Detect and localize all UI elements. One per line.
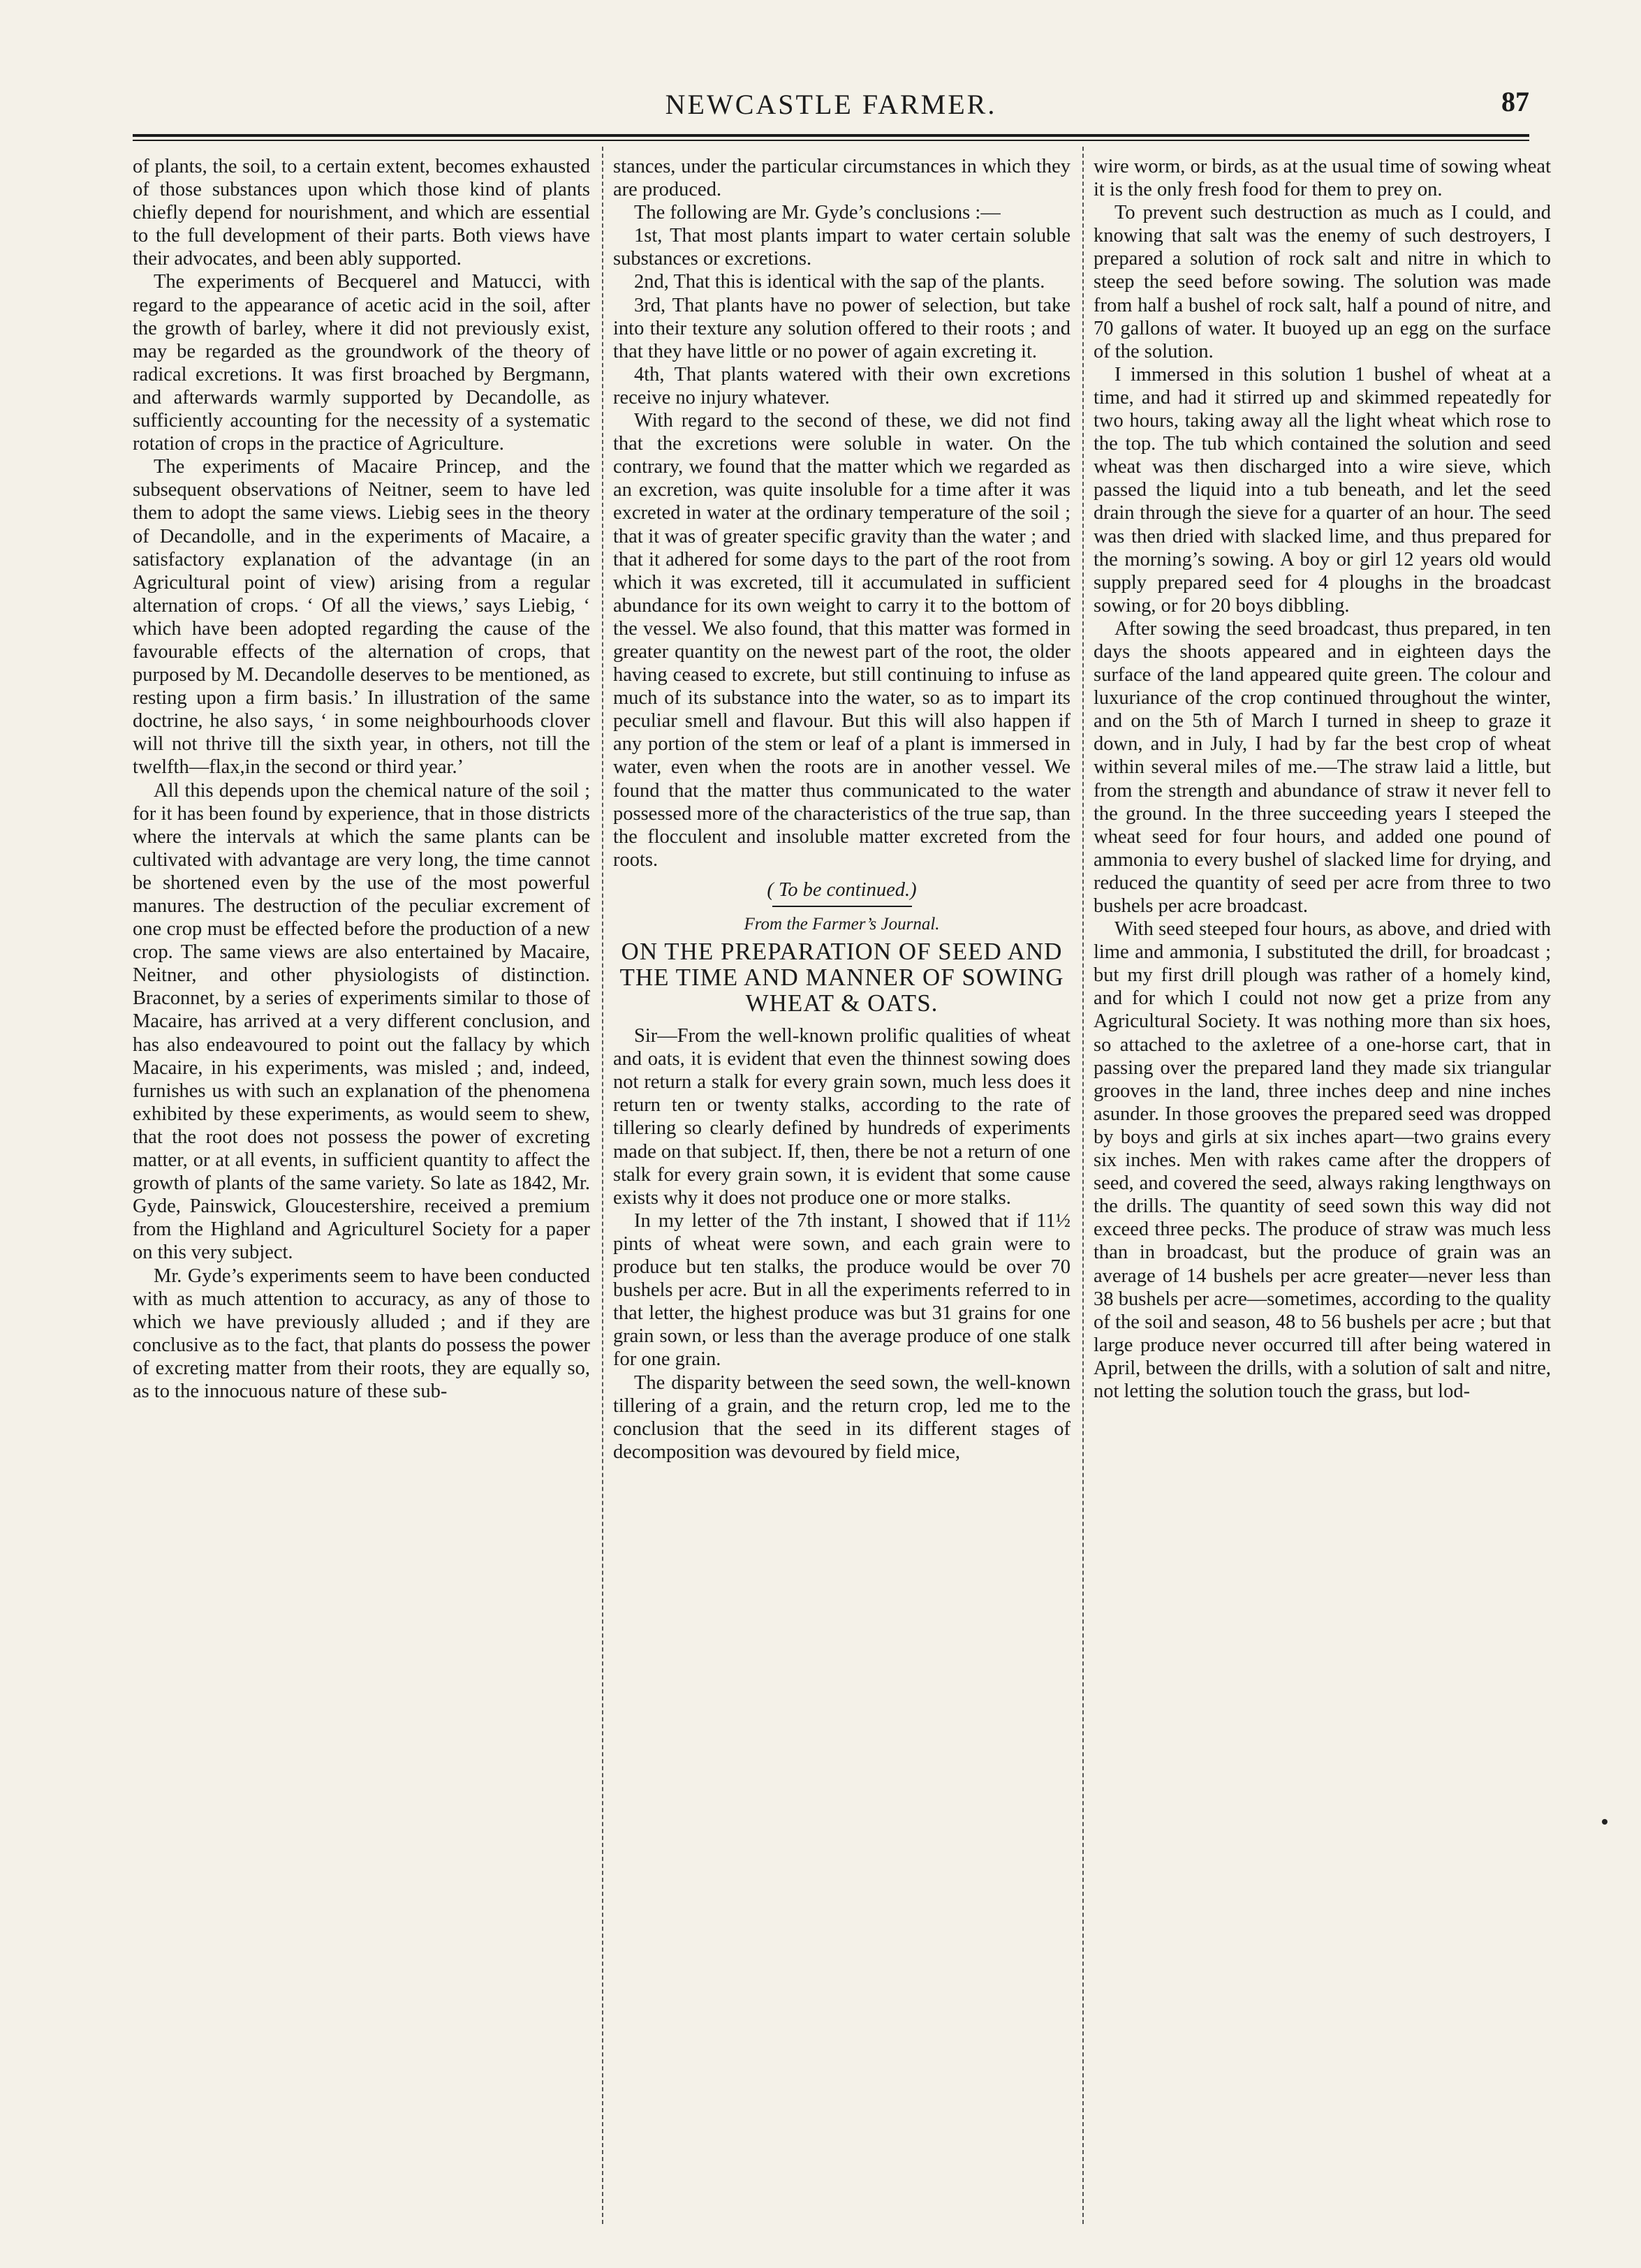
paragraph: of plants, the soil, to a certain extent, becomes exhausted of those substances upon which those kind of plants chiefly depend for nourishment, and which are essential to the full development of their parts. Both views have their advocates, and been ably supported. <box>133 156 590 270</box>
paragraph: 2nd, That this is identical with the sap of the plants. <box>634 271 1045 293</box>
paragraph: The disparity between the seed sown, the well-known tillering of a grain, and the return crop, led me to the conclusion that the seed in its different stages of decomposition was devoured by field mice, <box>613 1371 1070 1463</box>
paragraph: Sir—From the well-known prolific qualities of wheat and oats, it is evident that even the thinnest sowing does not return a stalk for every grain sown, much less does it return ten or twenty stalks, according to the rate of tillering so clearly defined by hundreds of experiments made on that subject. If, then, there be not a return of one stalk for every grain sown, it is evident that some cause exists why it does not produce one or more stalks. <box>613 1025 1070 1209</box>
margin-dot <box>1602 1819 1607 1825</box>
article-heading: ON THE PREPARATION OF SEED AND THE TIME AND MANNER OF SOWING WHEAT & OATS. <box>619 938 1064 1017</box>
paragraph: The experiments of Becquerel and Matucci, with regard to the appearance of acetic acid in the soil, after the growth of barley, where it did not previously exist, may be regarded as the groundwork of the theory of radical excretions. It was first broached by Bergmann, and afterwards warmly supported by Decandolle, as sufficiently accounting for the necessity of a systematic rotation of crops in the practice of Agriculture. <box>133 271 590 455</box>
article-source: From the Farmer’s Journal. <box>744 915 940 934</box>
paragraph: The following are Mr. Gyde’s conclusions :— <box>634 202 1001 224</box>
paragraph: 4th, That plants watered with their own excretions receive no injury whatever. <box>613 363 1070 408</box>
paragraph: With seed steeped four hours, as above, and dried with lime and ammonia, I substituted the drill, for broadcast ; but my first drill plough was rather of a homely kind, and for which I could not now get a prize from any Agricultural Society. It was nothing more than six hoes, so attached to the axletree of a one-horse cart, that in passing over the prepared land they made six triangular grooves in the land, three inches deep and nine inches asunder. In those grooves the prepared seed was dropped by boys and girls at six inches apart—two grains every six inches. Men with rakes came after the droppers of seed, and covered the seed, always raking lengthways on the drills. The quantity of seed sown this way did not exceed three pecks. The produce of straw was much less than in broadcast, but the produce of grain was an average of 14 bushels per acre greater—never less than 38 bushels per acre—sometimes, according to the quality of the soil and season, 48 to 56 bushels per acre ; but that large produce never occurred till after being watered in April, between the drills, with a solution of salt and nitre, not letting the solution touch the grass, but lod- <box>1094 918 1551 1402</box>
page-number: 87 <box>1501 86 1529 117</box>
running-head <box>133 82 1529 131</box>
paragraph: 1st, That most plants impart to water certain soluble substances or excretions. <box>613 225 1070 270</box>
header-double-rule <box>133 134 1529 141</box>
paragraph: After sowing the seed broadcast, thus prepared, in ten days the shoots appeared and in eighteen days the surface of the land appeared quite green. The colour and luxuriance of the crop continued throughout the winter, and on the 5th of March I turned in sheep to graze it down, and in July, I had by far the best crop of wheat within several miles of me.—The straw laid a little, but from the strength and abundance of straw it never fell to the ground. In the three succeeding years I steeped the wheat seed for four hours, and added one pound of ammonia to every bushel of slacked lime for drying, and reduced the quantity of seed per acre from three to two bushels per acre broadcast. <box>1094 617 1551 917</box>
column-divider <box>1082 147 1084 2224</box>
paragraph: To prevent such destruction as much as I could, and knowing that salt was the enemy of such destroyers, I prepared a solution of rock salt and nitre in which to steep the seed before sowing. The solution was made from half a bushel of rock salt, half a pound of nitre, and 70 gallons of water. It buoyed up an egg on the surface of the solution. <box>1094 202 1551 362</box>
paragraph: With regard to the second of these, we did not find that the excretions were soluble in water. On the contrary, we found that the matter which we regarded as an excretion, was quite insoluble for a time after it was excreted in water at the ordinary temperature of the soil ; that it was of greater specific gravity than the water ; and that it adhered for some days to the part of the root from which it was excreted, till it accumulated in sufficient abundance for its own weight to carry it to the bottom of the vessel. We also found, that this matter was formed in greater quantity on the newest part of the root, the older having ceased to excrete, but still continuing to infuse as much of its substance into the water, so as to impart its peculiar smell and flavour. But this will also happen if any portion of the stem or leaf of a plant is immersed in water, even when the roots are in another vessel. We found that the matter thus communicated to the water possessed more of the characteristics of the true sap, than the flocculent and insoluble matter excreted from the roots. <box>613 410 1070 871</box>
paragraph: 3rd, That plants have no power of selection, but take into their texture any solution offered to their roots ; and that they have little or no power of again excreting it. <box>613 294 1070 362</box>
column-divider <box>602 147 603 2224</box>
paragraph: Mr. Gyde’s experiments seem to have been conducted with as much attention to accuracy, as any of those to which we have previously alluded ; and if they are conclusive as to the fact, that plants do possess the power of excreting matter from their roots, they are equally so, as to the innocuous nature of these sub- <box>133 1265 590 1402</box>
section-rule <box>772 906 912 907</box>
paragraph: In my letter of the 7th instant, I showed that if 11½ pints of wheat were sown, and each grain were to produce but ten stalks, the produce would be over 70 bushels per acre. But in all the experiments referred to in that letter, the highest produce was but 31 grains for one grain sown, or less than the average produce of one stalk for one grain. <box>613 1209 1070 1371</box>
paragraph: The experiments of Macaire Princep, and the subsequent observations of Neitner, seem to have led them to adopt the same views. Liebig sees in the theory of Decandolle, and in the experiments of Macaire, a satisfactory explanation of the advantage (in an Agricultural point of view) arising from a regular alternation of crops. ‘ Of all the views,’ says Liebig, ‘ which have been adopted regarding the cause of the favourable effects of the alternation of crops, that purposed by M. Decandolle deserves to be mentioned, as resting upon a firm basis.’ In illustration of the same doctrine, he also says, ‘ in some neighbourhoods clover will not thrive till the sixth year, in others, not till the twelfth—flax,in the second or third year.’ <box>133 456 590 779</box>
to-be-continued-note: ( To be continued.) <box>767 878 917 901</box>
column-left <box>133 155 590 2222</box>
paragraph: stances, under the particular circumstances in which they are produced. <box>613 156 1070 201</box>
column-middle <box>613 155 1070 2222</box>
page-title: NEWCASTLE FARMER. <box>665 89 997 120</box>
paragraph: I immersed in this solution 1 bushel of wheat at a time, and had it stirred up and skimmed repeatedly for two hours, taking away all the light wheat which rose to the top. The tub which contained the solution and seed wheat was then discharged into a wire sieve, which passed the liquid into a tub beneath, and let the seed drain through the sieve for a quarter of an hour. The seed was then dried with slacked lime, and thus prepared for the morning’s sowing. A boy or girl 12 years old would supply prepared seed for 4 ploughs in the broadcast sowing, or for 20 boys dibbling. <box>1094 363 1551 617</box>
column-right <box>1094 155 1551 2222</box>
paragraph: All this depends upon the chemical nature of the soil ; for it has been found by experience, that in those districts where the intervals at which the same plants can be cultivated with advantage are very long, the time cannot be shortened even by the use of the most powerful manures. The destruction of the peculiar excrement of one crop must be effected before the production of a new crop. The same views are also entertained by Macaire, Neitner, and other physiologists of distinction. Braconnet, by a series of experiments similar to those of Macaire, has arrived at a very different conclusion, and has also endeavoured to point out the fallacy by which Macaire, in his experiments, was misled ; and, indeed, furnishes us with such an explanation of the phenomena exhibited by these experiments, as would seem to shew, that the root does not possess the power of excreting matter, or at all events, in sufficient quantity to affect the growth of plants of the same variety. So late as 1842, Mr. Gyde, Painswick, Gloucestershire, received a premium from the Highland and Agriculturel Society for a paper on this very subject. <box>133 779 590 1264</box>
paragraph: wire worm, or birds, as at the usual time of sowing wheat it is the only fresh food for them to prey on. <box>1094 156 1551 201</box>
